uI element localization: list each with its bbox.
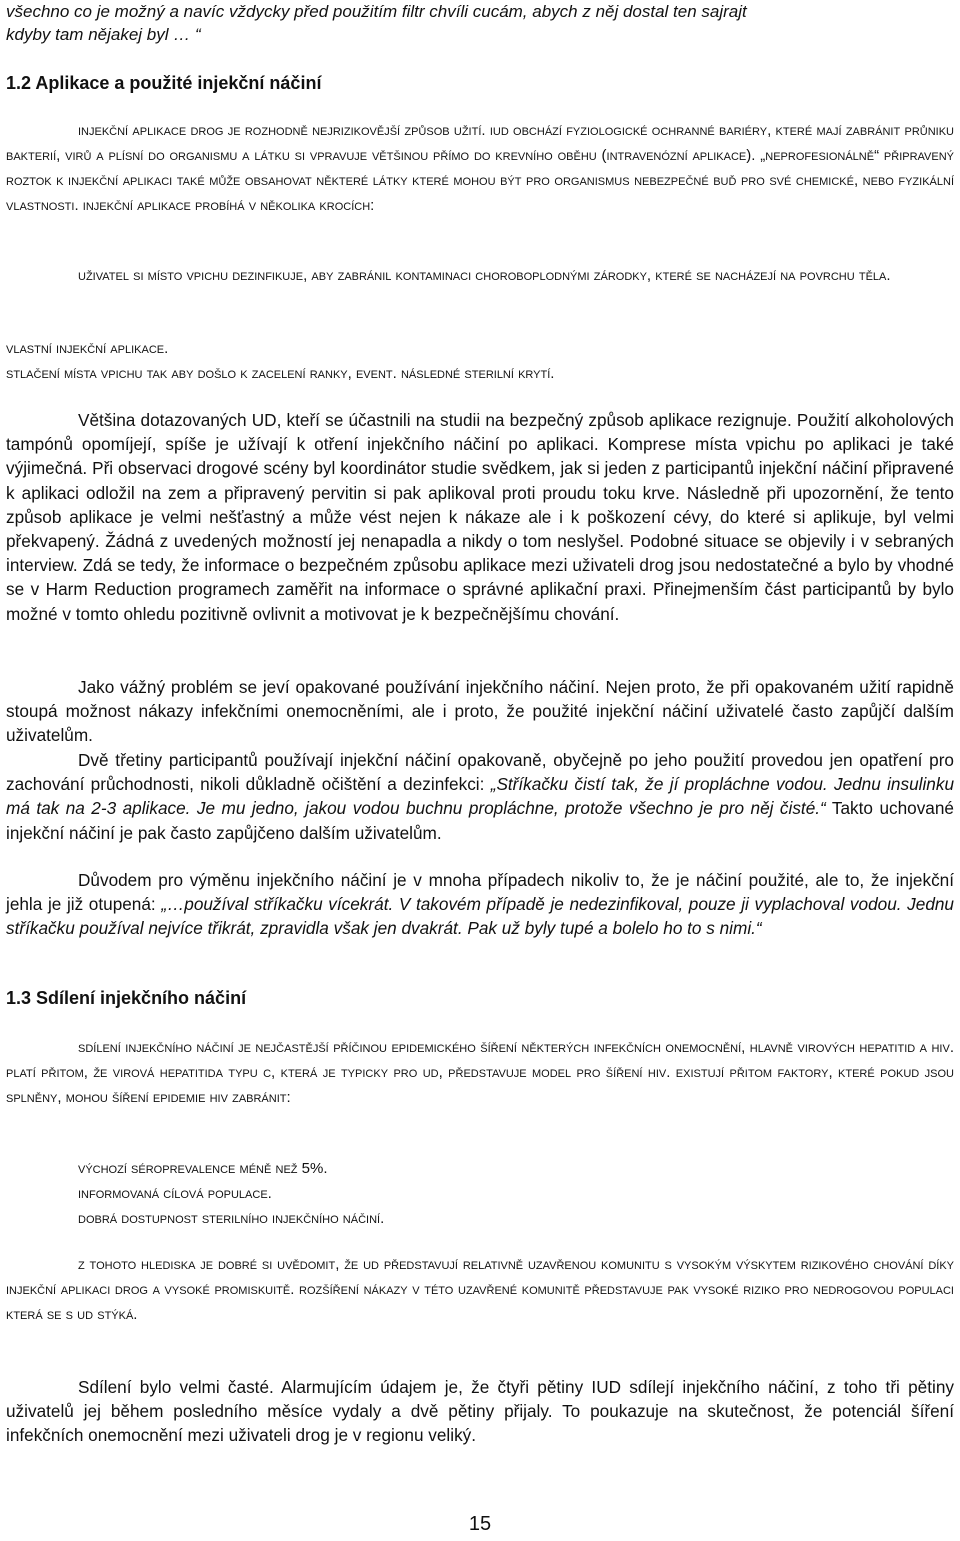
paragraph-1-3-community: z tohoto hlediska je dobré si uvědomit, že ud představují relativně uzavřenou komunitu s vysokým výskytem rizikového chování díky injekční aplikaci drog a vysoké promiskuitě. rozšíření nákazy v této uzavřené komunitě představuje pak vysoké riziko pro nedrogovou populaci která se s ud stýká. [6,1256,954,1323]
factor-1: výchozí séroprevalence méně než 5%. [78,1160,328,1177]
top-quote-line-1: všechno co je možný a navíc vždycky před použitím filtr chvíli cucám, abych z něj dostal ten sajrajt [6,2,747,21]
step-1: uživatel si místo vpichu dezinfikuje, aby zabránil kontaminaci choroboplodnými zárodky, které se nacházejí na povrchu těla. [78,267,891,284]
top-quote-line-2: kdyby tam nějakej byl … “ [6,25,201,44]
needle-text-a: Důvodem pro výměnu injekčního náčiní je v mnoha případech nikoliv to, že je náčiní použité, ale to, že injekční jehla je již otupená: [6,870,954,915]
step-2: vlastní injekční aplikace. [6,340,169,357]
step-3: stlačení místa vpichu tak aby došlo k zacelení ranky, event. následné sterilní krytí. [6,365,555,382]
top-quote [6,0,954,46]
needle-quote: „…používal stříkačku vícekrát. V takovém případě je nedezinfikoval, pouze ji vyplachoval vodou. Jednu stříkačku používal nejvíce třikrát, zpravidla však jen dvakrát. Pak už byly tupé a bolelo ho to s nimi.“ [6,894,954,939]
paragraph-1-2-cleaning [6,748,954,845]
paragraph-1-3-sharing: Sdílení bylo velmi časté. Alarmujícím údajem je, že čtyři pětiny IUD sdílejí injekčního náčiní, z toho tři pětiny uživatelů jej během posledního měsíce vydaly a dvě pětiny přijaly. To poukazuje na skutečnost, že potenciál šíření infekčních onemocnění mezi uživateli drog je v regionu veliký. [6,1377,954,1446]
cleaning-text-a: Dvě třetiny participantů používají injekční náčiní opakovaně, obyčejně po jeho použití provedou jen opatření pro zachování průchodnosti, nikoli důkladně očištění a dezinfekci: [6,750,954,795]
factor-3: dobrá dostupnost sterilního injekčního náčiní. [78,1210,385,1227]
paragraph-1-2-observation: Většina dotazovaných UD, kteří se účastnili na studii na bezpečný způsob aplikace rezignuje. Použití alkoholových tampónů opomíjejí, spíše je užívají k otření injekčního náčiní po aplikaci. Komprese místa vpichu po aplikaci je také výjimečná. Při observaci drogové scény byl koordinátor studie svědkem, jak si jeden z participantů injekční náčiní připravené k aplikaci odložil na zem a připravený pervitin si pak aplikoval proti proudu toku krve. Následně při upozornění, že tento způsob aplikace je velmi nešťastný a může vést nejen k nákaze ale i k poškození cévy, do které si aplikuje, byl velmi překvapený. Žádná z uvedených možností jej nenapadla a nikdy o tom neslyšel. Podobné situace se objevily i v sebraných interview. Zdá se tedy, že informace o bezpečném způsobu aplikace mezi uživateli drog jsou nedostatečné a bylo by vhodné se v Harm Reduction programech zaměřit na informace o správné aplikační praxi. Přinejmenším část participantů by bylo možné v tomto ohledu pozitivně ovlivnit a motivovat je k bezpečnějšímu chování. [6,410,954,624]
paragraph-1-2-reuse: Jako vážný problém se jeví opakované používání injekčního náčiní. Nejen proto, že při opakovaném užití rapidně stoupá možnost nákazy infekčními onemocněními, ale i proto, že použité injekční náčiní uživatelé často zapůjčí dalším uživatelům. [6,677,954,746]
heading-1-2: 1.2 Aplikace a použité injekční náčiní [6,73,322,93]
cleaning-quote: „Stříkačku čistí tak, že jí propláchne vodou. Jednu insulinku má tak na 2-3 aplikace. Je mu jedno, jakou vodou buchnu propláchne, protože všechno je pro něj čisté.“ [6,774,954,819]
cleaning-text-b: Takto uchované injekční náčiní je pak často zapůjčeno dalším uživatelům. [6,798,954,843]
heading-1-3: 1.3 Sdílení injekčního náčiní [6,988,247,1008]
paragraph-1-2-intro: injekční aplikace drog je rozhodně nejrizikovější způsob užití. iud obchází fyziologické ochranné bariéry, které mají zabránit průniku bakterií, virů a plísní do organismu a látku si vpravuje většinou přímo do krevního oběhu (intravenózní aplikace). „neprofesionálně“ připravený roztok k injekční aplikaci také může obsahovat některé látky které mohou být pro organismus nebezpečné buď pro své chemické, nebo fyzikální vlastnosti. injekční aplikace probíhá v několika krocích: [6,122,954,214]
paragraph-1-3-intro: sdílení injekčního náčiní je nejčastější příčinou epidemického šíření některých infekčních onemocnění, hlavně virových hepatitid a hiv. platí přitom, že virová hepatitida typu c, která je typicky pro ud, představuje model pro šíření hiv. existují přitom faktory, které pokud jsou splněny, mohou šíření epidemie hiv zabránit: [6,1039,954,1106]
factor-2: informovaná cílová populace. [78,1185,272,1202]
page-number: 15 [468,1513,492,1535]
paragraph-1-2-needle [6,868,954,941]
